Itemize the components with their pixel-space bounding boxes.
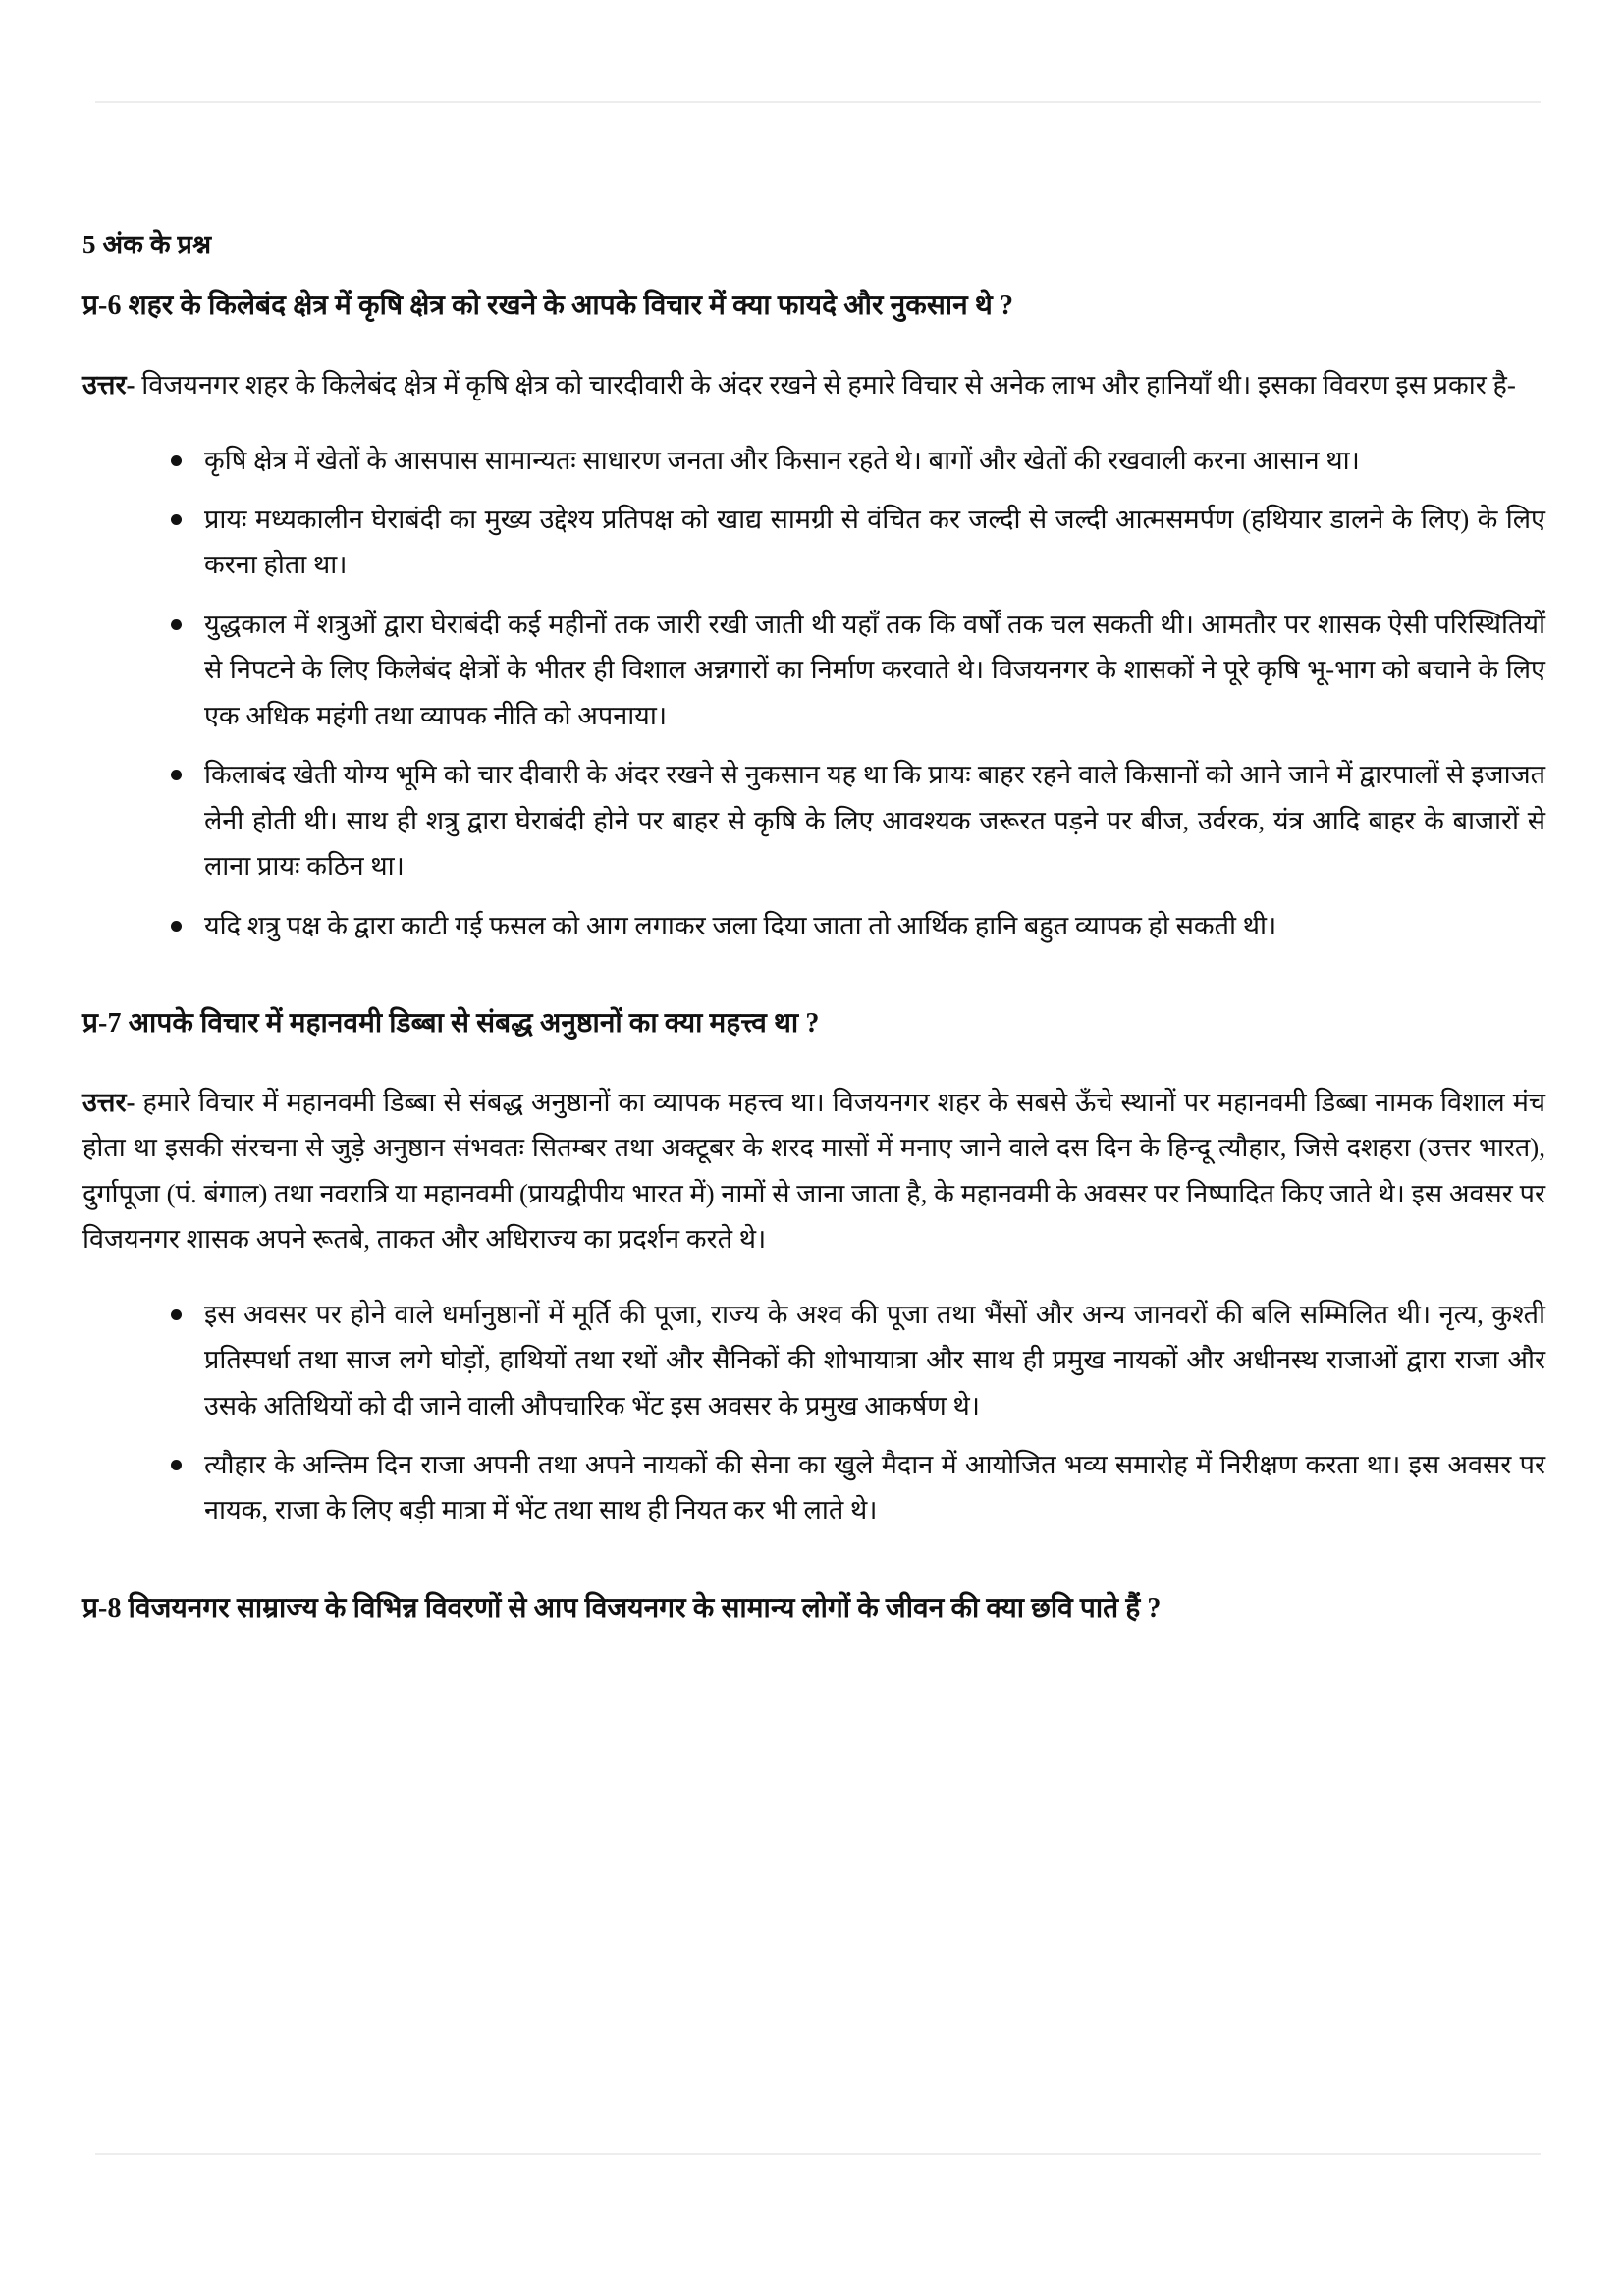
top-divider-rule [95,101,1541,103]
answer-body-q6: विजयनगर शहर के किलेबंद क्षेत्र में कृषि क्षेत्र को चारदीवारी के अंदर रखने से हमारे विचार से अनेक लाभ और हानियाँ थी। इसका विवरण इस प्रकार है- [135,370,1516,400]
answer-body-q7: हमारे विचार में महानवमी डिब्बा से संबद्ध अनुष्ठानों का व्यापक महत्त्व था। विजयनगर शहर के सबसे ऊँचे स्थानों पर महानवमी डिब्बा नामक विशाल मंच होता था इसकी संरचना से जुड़े अनुष्ठान संभवतः सितम्बर तथा अक्टूबर के शरद मासों में मनाए जाने वाले दस दिन के हिन्दू त्यौहार, जिसे दशहरा (उत्तर भारत), दुर्गापूजा (पं. बंगाल) तथा नवरात्रि या महानवमी (प्रायद्वीपीय भारत में) नामों से जाना जाता है, के महानवमी के अवसर पर निष्पादित किए जाते थे। इस अवसर पर विजयनगर शासक अपने रूतबे, ताकत और अधिराज्य का प्रदर्शन करते थे। [82,1087,1545,1255]
question-heading-q8: प्र-8 विजयनगर साम्राज्य के विभिन्न विवरणों से आप विजयनगर के सामान्य लोगों के जीवन की क्या छवि पाते हैं ? [82,1592,1162,1624]
list-item: प्रायः मध्यकालीन घेराबंदी का मुख्य उद्देश्य प्रतिपक्ष को खाद्य सामग्री से वंचित कर जल्दी से जल्दी आत्मसमर्पण (हथियार डालने के लिए) के लिए करना होता था। [165,497,1545,588]
bottom-spacer [82,1665,1545,1704]
list-item: इस अवसर पर होने वाले धर्मानुष्ठानों में मूर्ति की पूजा, राज्य के अश्व की पूजा तथा भैंसों और अन्य जानवरों की बलि सम्मिलित थी। नृत्य, कुश्ती प्रतिस्पर्धा तथा साज लगे घोड़ों, हाथियों तथा रथों और सैनिकों की शोभायात्रा और साथ ही प्रमुख नायकों और अधीनस्थ राजाओं द्वारा राजा और उसके अतिथियों को दी जाने वाली औपचारिक भेंट इस अवसर के प्रमुख आकर्षण थे। [165,1292,1545,1428]
section-label-5-marks: 5 अंक के प्रश्न [82,230,212,259]
list-item: किलाबंद खेती योग्य भूमि को चार दीवारी के अंदर रखने से नुकसान यह था कि प्रायः बाहर रहने वाले किसानों को आने जाने में द्वारपालों से इजाजत लेनी होती थी। साथ ही शत्रु द्वारा घेराबंदी होने पर बाहर से कृषि के लिए आवश्यक जरूरत पड़ने पर बीज, उर्वरक, यंत्र आदि बाहर के बाजारों से लाना प्रायः कठिन था। [165,752,1545,888]
question-heading-q7: प्र-7 आपके विचार में महानवमी डिब्बा से संबद्ध अनुष्ठानों का क्या महत्त्व था ? [82,1007,820,1039]
bullet-list-q6 [82,438,1545,948]
question-heading-q6: प्र-6 शहर के किलेबंद क्षेत्र में कृषि क्षेत्र को रखने के आपके विचार में क्या फायदे और नुकसान थे ? [82,291,1014,322]
answer-label-q7: उत्तर- [82,1087,135,1117]
section-spacer [82,1533,1545,1588]
list-item: त्यौहार के अन्तिम दिन राजा अपनी तथा अपने नायकों की सेना का खुले मैदान में आयोजित भव्य समारोह में निरीक्षण करता था। इस अवसर पर नायक, राजा के लिए बड़ी मात्रा में भेंट तथा साथ ही नियत कर भी लाते थे। [165,1442,1545,1533]
answer-paragraph-q6 [82,362,1545,407]
answer-label-q6: उत्तर- [82,370,135,400]
section-spacer [82,948,1545,1003]
bottom-divider-rule [95,2153,1541,2155]
list-item: कृषि क्षेत्र में खेतों के आसपास सामान्यतः साधारण जनता और किसान रहते थे। बागों और खेतों की रखवाली करना आसान था। [165,438,1545,483]
answer-paragraph-q7 [82,1080,1545,1262]
document-content [82,226,1545,1704]
list-item: युद्धकाल में शत्रुओं द्वारा घेराबंदी कई महीनों तक जारी रखी जाती थी यहाँ तक कि वर्षों तक चल सकती थी। आमतौर पर शासक ऐसी परिस्थितियों से निपटने के लिए किलेबंद क्षेत्रों के भीतर ही विशाल अन्नगारों का निर्माण करवाते थे। विजयनगर के शासकों ने पूरे कृषि भू-भाग को बचाने के लिए एक अधिक महंगी तथा व्यापक नीति को अपनाया। [165,602,1545,738]
list-item: यदि शत्रु पक्ष के द्वारा काटी गई फसल को आग लगाकर जला दिया जाता तो आर्थिक हानि बहुत व्यापक हो सकती थी। [165,903,1545,948]
bullet-list-q7 [82,1292,1545,1533]
